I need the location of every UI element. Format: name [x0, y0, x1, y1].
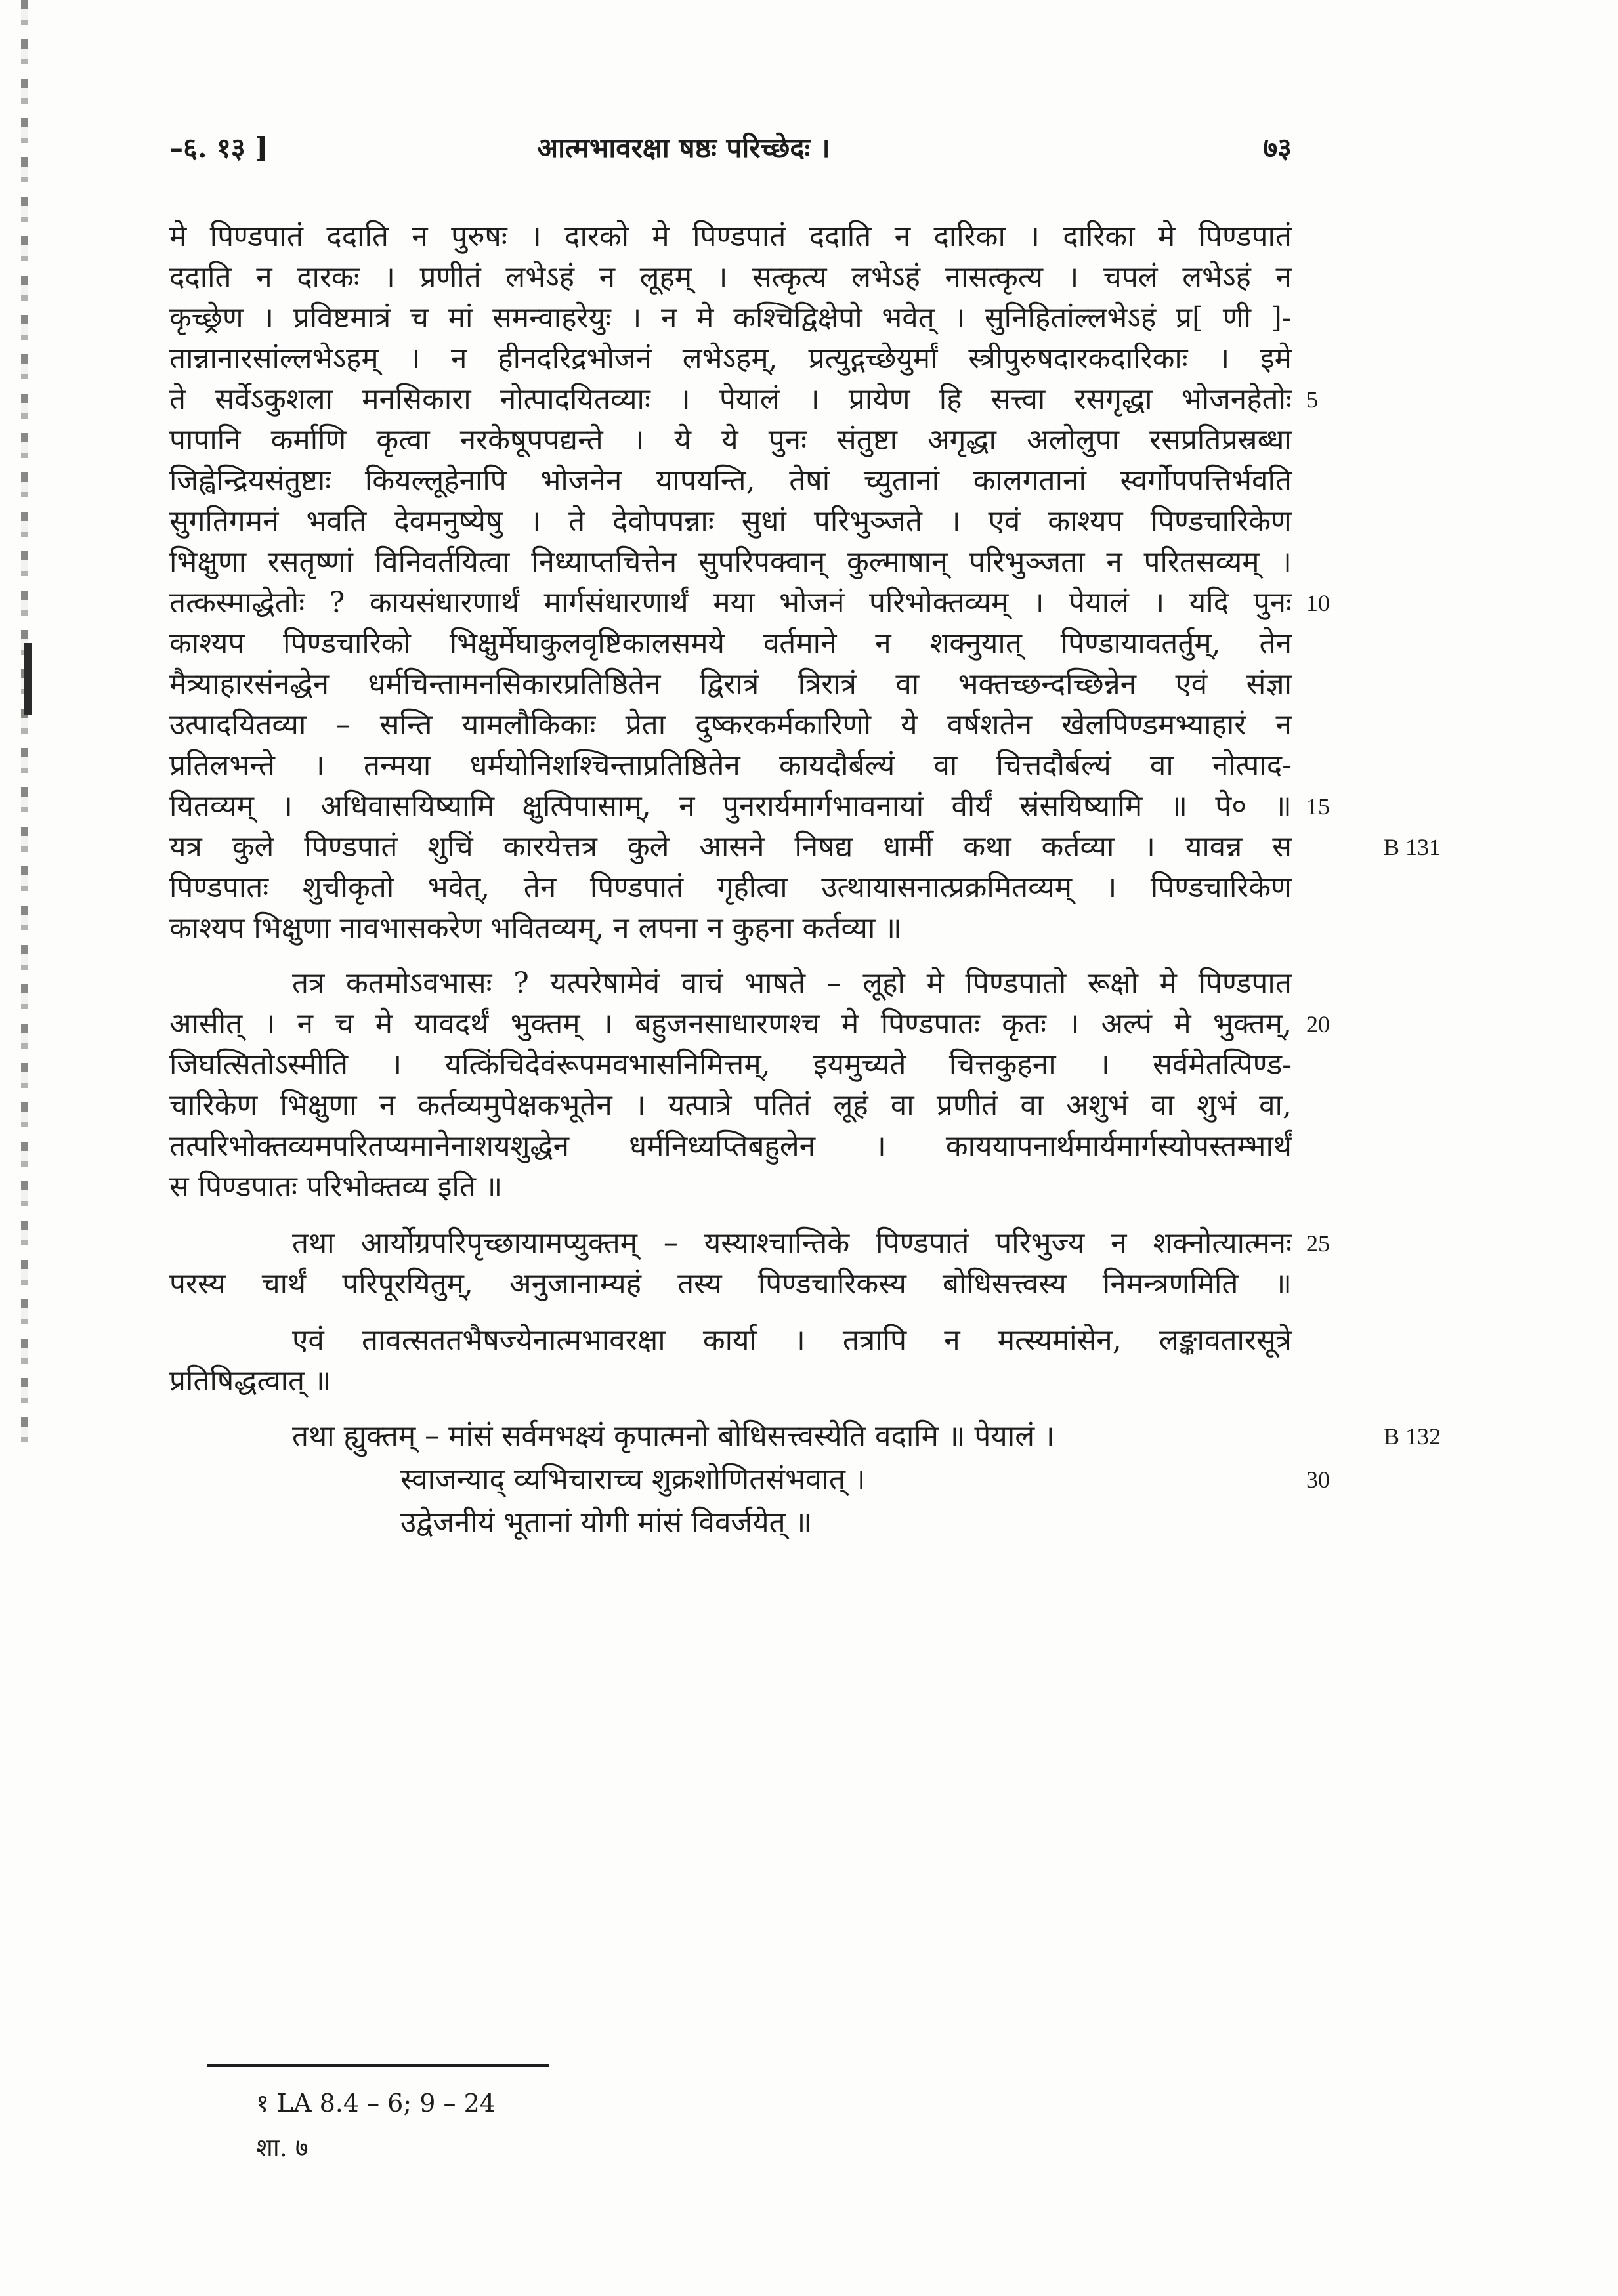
- text-line: उत्पादयितव्या – सन्ति यामलौकिकाः प्रेता दुष्करकर्मकारिणो ये वर्षशतेन खेलपिण्डमभ्याहारं न: [169, 708, 1292, 741]
- page-reference: B 132: [1384, 1423, 1441, 1450]
- text-line: ते सर्वेऽकुशला मनसिकारा नोत्पादयितव्याः । पेयालं । प्रायेण हि सत्त्वा रसगृद्धा भोजनहेतोः: [169, 383, 1292, 416]
- text-line: तथा आर्योग्रपरिपृच्छायामप्युक्तम् – यस्याश्चान्तिके पिण्डपातं परिभुज्य न शक्नोत्यात्मनः: [292, 1226, 1292, 1260]
- line-number: 15: [1306, 793, 1330, 820]
- text-line: आसीत् । न च मे यावदर्थं भुक्तम् । बहुजनसाधारणश्च मे पिण्डपातः कृतः । अल्पं मे भुक्तम्,: [169, 1007, 1292, 1041]
- text-line: काश्यप पिण्डचारिको भिक्षुर्मेघाकुलवृष्टिकालसमये वर्तमाने न शक्नुयात् पिण्डायावतर्तुम्, तेन: [169, 627, 1292, 660]
- text-line: काश्यप भिक्षुणा नावभासकरेण भवितव्यम्, न लपना न कुहना कर्तव्या ॥: [169, 911, 902, 945]
- text-line: यितव्यम् । अधिवासयिष्यामि क्षुत्पिपासाम्, न पुनरार्यमार्गभावनायां वीर्यं स्रंसयिष्यामि ॥ पे० ॥: [169, 789, 1292, 823]
- scan-binding-edge: [21, 0, 28, 1444]
- text-line: प्रतिषिद्धत्वात् ॥: [169, 1364, 331, 1398]
- text-line: एवं तावत्सततभैषज्येनात्मभावरक्षा कार्या । तत्रापि न मत्स्यमांसेन, लङ्कावतारसूत्रे: [292, 1324, 1292, 1357]
- section-reference: –६. १३ ]: [169, 132, 268, 164]
- text-line: सुगतिगमनं भवति देवमनुष्येषु । ते देवोपपन्नाः सुधां परिभुञ्जते । एवं काश्यप पिण्डचारिकेण: [169, 505, 1292, 538]
- signature-mark: शा. ७: [256, 2133, 309, 2162]
- text-line: तथा ह्युक्तम् – मांसं सर्वमभक्ष्यं कृपात्मनो बोधिसत्त्वस्येति वदामि ॥ पेयालं ।: [292, 1419, 1055, 1453]
- page-reference: B 131: [1384, 834, 1441, 860]
- text-line: प्रतिलभन्ते । तन्मया धर्मयोनिशश्चिन्ताप्रतिष्ठितेन कायदौर्बल्यं वा चित्तदौर्बल्यं वा नोत्पाद-: [169, 749, 1292, 782]
- text-line: तत्र कतमोऽवभासः ? यत्परेषामेवं वाचं भाषते – लूहो मे पिण्डपातो रूक्षो मे पिण्डपात: [292, 967, 1292, 1000]
- line-number: 25: [1306, 1230, 1330, 1257]
- verse-line: स्वाजन्याद् व्यभिचाराच्च शुक्रशोणितसंभवात् ।: [400, 1463, 866, 1496]
- line-number: 20: [1306, 1011, 1330, 1037]
- text-line: कृच्छ्रेण । प्रविष्टमात्रं च मां समन्वाहरेयुः । न मे कश्चिद्विक्षेपो भवेत् । सुनिहितांल्लभेऽहं प्र[ णी ]-: [169, 301, 1292, 335]
- text-line: ददाति न दारकः । प्रणीतं लभेऽहं न लूहम् । सत्कृत्य लभेऽहं नासत्कृत्य । चपलं लभेऽहं न: [169, 261, 1292, 294]
- text-line: यत्र कुले पिण्डपातं शुचिं कारयेत्तत्र कुले आसने निषद्य धार्मी कथा कर्तव्या । यावन्न स: [169, 830, 1292, 864]
- footnote: १ LA 8.4 – 6; 9 – 24: [256, 2089, 496, 2118]
- line-number: 10: [1306, 590, 1330, 616]
- chapter-title: आत्मभावरक्षा षष्ठः परिच्छेदः ।: [537, 132, 830, 164]
- text-line: तत्कस्माद्धेतोः ? कायसंधारणार्थं मार्गसंधारणार्थं मया भोजनं परिभोक्तव्यम् । पेयालं । यदि पुनः: [169, 586, 1292, 619]
- text-line: स पिण्डपातः परिभोक्तव्य इति ॥: [169, 1170, 503, 1203]
- text-line: जिह्वेन्द्रियसंतुष्टाः कियल्लूहेनापि भोजनेन यापयन्ति, तेषां च्युतानां कालगतानां स्वर्गोपपत्तिर्भवति: [169, 464, 1292, 497]
- scan-binding-mark: [24, 643, 32, 715]
- line-number: 5: [1306, 386, 1318, 413]
- text-line: पिण्डपातः शुचीकृतो भवेत्, तेन पिण्डपातं गृहीत्वा उत्थायासनात्प्रक्रमितव्यम् । पिण्डचारिकेण: [169, 871, 1292, 904]
- text-line: जिघत्सितोऽस्मीति । यत्किंचिदेवंरूपमवभासनिमित्तम्, इयमुच्यते चित्तकुहना । सर्वमेतत्पिण्ड-: [169, 1048, 1292, 1081]
- footnote-rule: [207, 2064, 549, 2067]
- page-number: ७३: [1263, 132, 1292, 164]
- verse-line: उद्वेजनीयं भूतानां योगी मांसं विवर्जयेत् ॥: [400, 1506, 813, 1539]
- text-line: तान्नानारसांल्लभेऽहम् । न हीनदरिद्रभोजनं लभेऽहम्, प्रत्युद्गच्छेयुर्मां स्त्रीपुरुषदारकदारिकाः । इमे: [169, 342, 1292, 375]
- text-line: परस्य चार्थं परिपूरयितुम्, अनुजानाम्यहं तस्य पिण्डचारिकस्य बोधिसत्त्वस्य निमन्त्रणमिति ॥: [169, 1267, 1292, 1301]
- text-line: तत्परिभोक्तव्यमपरितप्यमानेनाशयशुद्धेन धर्मनिध्यप्तिबहुलेन । काययापनार्थमार्यमार्गस्योपस्तम्भार्थं: [169, 1129, 1292, 1163]
- text-line: मैत्र्याहारसंनद्धेन धर्मचिन्तामनसिकारप्रतिष्ठितेन द्विरात्रं त्रिरात्रं वा भक्तच्छन्दच्छिन्नेन एवं संज्ञा: [169, 667, 1292, 701]
- line-number: 30: [1306, 1467, 1330, 1493]
- text-line: पापानि कर्माणि कृत्वा नरकेषूपपद्यन्ते । ये ये पुनः संतुष्टा अगृद्धा अलोलुपा रसप्रतिप्रस्रब्धा: [169, 423, 1292, 457]
- text-line: मे पिण्डपातं ददाति न पुरुषः । दारको मे पिण्डपातं ददाति न दारिका । दारिका मे पिण्डपातं: [169, 220, 1292, 253]
- running-header: [169, 123, 1292, 169]
- text-line: चारिकेण भिक्षुणा न कर्तव्यमुपेक्षकभूतेन । यत्पात्रे पतितं लूहं वा प्रणीतं वा अशुभं वा शुभं वा,: [169, 1089, 1292, 1122]
- text-line: भिक्षुणा रसतृष्णां विनिवर्तयित्वा निध्याप्तचित्तेन सुपरिपक्वान् कुल्माषान् परिभुञ्जता न परितसव्यम् ।: [169, 545, 1292, 579]
